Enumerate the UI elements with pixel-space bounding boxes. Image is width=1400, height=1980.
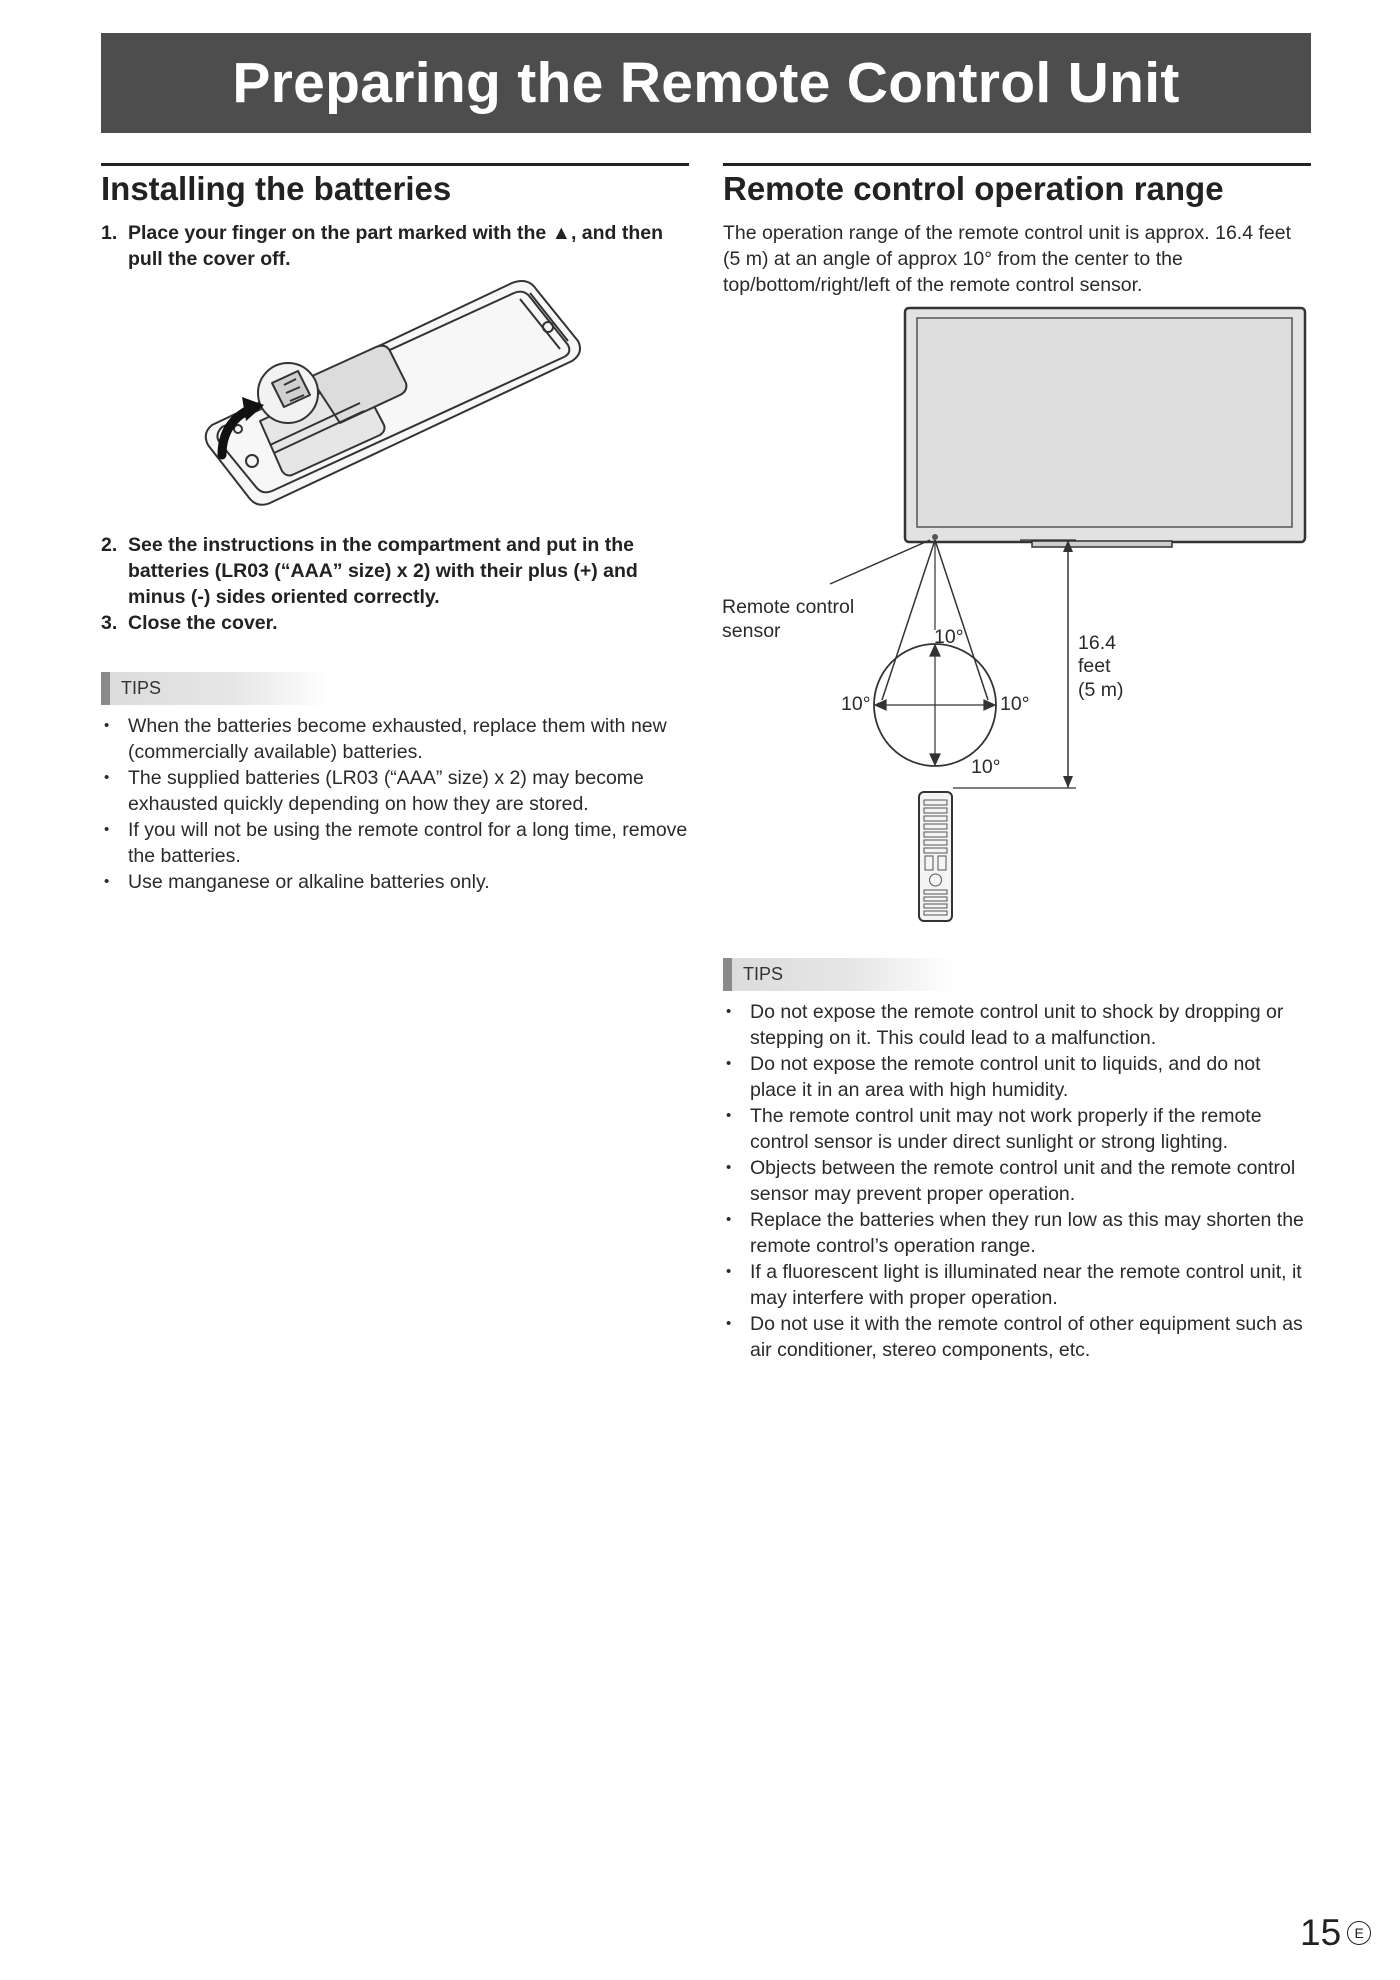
tip-item: • When the batteries become exhausted, replace them with new (commercially available) batteries. — [101, 713, 689, 765]
language-mark: E — [1347, 1921, 1371, 1945]
monitor-stand — [1032, 541, 1172, 547]
section-title-range: Remote control operation range — [723, 163, 1311, 210]
step-number: 3. — [101, 612, 118, 634]
tips-list-right — [723, 999, 1311, 1363]
tip-item: • Do not expose the remote control unit to shock by dropping or stepping on it. This could lead to a malfunction. — [723, 999, 1311, 1051]
tip-item: • Use manganese or alkaline batteries only. — [101, 869, 689, 895]
range-tips-section — [723, 958, 1311, 1363]
page-number — [1300, 1912, 1371, 1954]
distance-label: 16.4 — [1078, 632, 1116, 654]
step-list-2 — [101, 532, 689, 636]
installing-steps-continued — [101, 532, 689, 895]
page-number-value: 15 — [1300, 1912, 1342, 1953]
step-text: See the instructions in the compartment and put in the batteries (LR03 (“AAA” size) x 2) with their plus (+) and minus (-) sides oriented correctly. — [128, 534, 638, 608]
tip-item: • Replace the batteries when they run low as this may shorten the remote control’s operation range. — [723, 1207, 1311, 1259]
distance-label: (5 m) — [1078, 679, 1124, 701]
angle-label-top: 10° — [934, 626, 964, 648]
sensor-label: Remote control — [722, 596, 855, 618]
step-text: Place your finger on the part marked with the ▲, and then pull the cover off. — [128, 222, 664, 270]
tip-item: • Do not use it with the remote control of other equipment such as air conditioner, stereo components, etc. — [723, 1311, 1311, 1363]
tip-item: • Do not expose the remote control unit to liquids, and do not place it in an area with high humidity. — [723, 1051, 1311, 1103]
tip-item: • Objects between the remote control unit and the remote control sensor may prevent proper operation. — [723, 1155, 1311, 1207]
remote-cover-illustration — [200, 275, 595, 510]
operation-range-diagram — [720, 300, 1310, 930]
tip-item: • The remote control unit may not work properly if the remote control sensor is under direct sunlight or strong lighting. — [723, 1103, 1311, 1155]
step-item-3 — [101, 610, 689, 636]
step-list-1 — [101, 220, 689, 272]
step-item-2 — [101, 532, 689, 610]
range-intro-text: The operation range of the remote control unit is approx. 16.4 feet (5 m) at an angle of approx 10° from the center to the top/bottom/right/left of the remote control sensor. — [723, 222, 1292, 296]
angle-label-right: 10° — [1000, 693, 1030, 715]
angle-label-left: 10° — [841, 693, 871, 715]
angle-label-bottom: 10° — [971, 756, 1001, 778]
installing-batteries-section — [101, 163, 689, 272]
distance-label: feet — [1078, 655, 1111, 677]
monitor-screen — [917, 318, 1292, 527]
operation-range-section — [723, 163, 1311, 298]
remote-control-icon — [919, 792, 952, 921]
section-title-installing: Installing the batteries — [101, 163, 689, 210]
tip-item: • If a fluorescent light is illuminated near the remote control unit, it may interfere with proper operation. — [723, 1259, 1311, 1311]
tips-label-right: TIPS — [723, 958, 953, 991]
step-number: 2. — [101, 534, 118, 556]
remote-sensor — [932, 534, 938, 540]
tips-label-left: TIPS — [101, 672, 331, 705]
tip-item: • The supplied batteries (LR03 (“AAA” size) x 2) may become exhausted quickly depending on how they are stored. — [101, 765, 689, 817]
tip-item: • If you will not be using the remote control for a long time, remove the batteries. — [101, 817, 689, 869]
sensor-label: sensor — [722, 620, 781, 642]
tips-list-left — [101, 713, 689, 895]
step-number: 1. — [101, 222, 118, 244]
step-text: Close the cover. — [128, 612, 278, 634]
page-title: Preparing the Remote Control Unit — [101, 33, 1311, 133]
step-item-1 — [101, 220, 689, 272]
